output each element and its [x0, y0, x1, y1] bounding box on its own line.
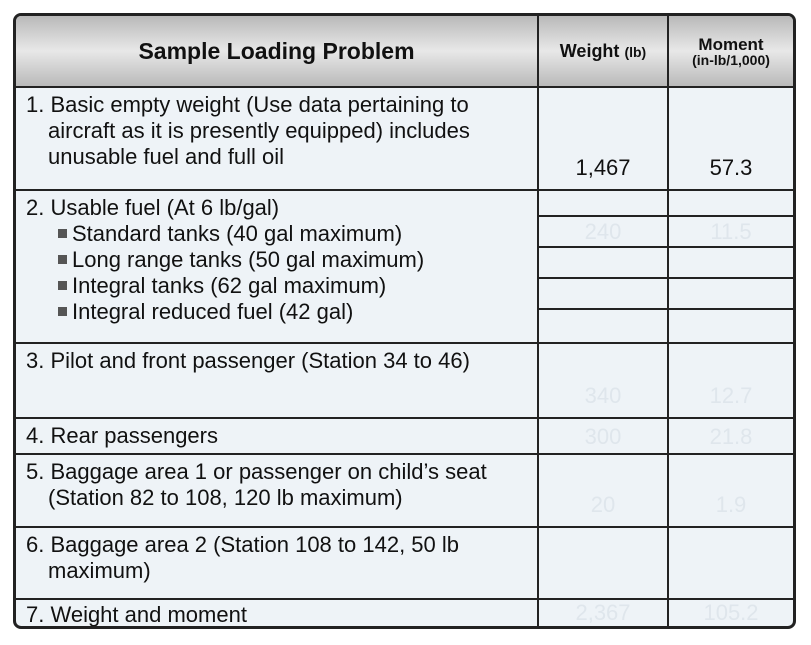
row-item-label: 7. Weight and moment — [26, 601, 247, 627]
header-row — [16, 16, 793, 87]
row-weight-value: 340 — [538, 343, 668, 418]
row-weight-value: 1,467 — [538, 87, 668, 190]
fuel-weight-value: 240 — [539, 217, 667, 248]
fuel-weight-value — [539, 310, 667, 342]
row-item-label: 1. Basic empty weight (Use data pertaining to aircraft as it is presently equipped) includes unusable fuel and full oil — [26, 92, 470, 169]
row-item-label: 2. Usable fuel (At 6 lb/gal) — [26, 195, 280, 220]
table-row — [16, 190, 793, 343]
table-title: Sample Loading Problem — [16, 16, 538, 87]
fuel-weight-cells — [538, 190, 668, 343]
table-row — [16, 454, 793, 527]
table-row — [16, 418, 793, 454]
loading-problem-table — [13, 13, 796, 629]
weight-label: Weight — [559, 40, 620, 61]
row-moment-value: 57.3 — [668, 87, 793, 190]
square-bullet-icon — [58, 255, 67, 264]
table-row — [16, 527, 793, 599]
square-bullet-icon — [58, 307, 67, 316]
fuel-moment-value — [669, 279, 793, 310]
square-bullet-icon — [58, 281, 67, 290]
moment-unit: (in-lb/1,000) — [692, 51, 770, 68]
fuel-moment-value — [669, 248, 793, 279]
row-moment-value — [668, 527, 793, 599]
row-item-label: 5. Baggage area 1 or passenger on child’s seat (Station 82 to 108, 120 lb maximum) — [26, 459, 487, 510]
row-moment-value: 1.9 — [668, 454, 793, 527]
table-row — [16, 599, 793, 629]
fuel-subitem: Standard tanks (40 gal maximum) — [26, 221, 531, 247]
square-bullet-icon — [58, 229, 67, 238]
moment-column-header — [668, 16, 793, 87]
row-weight-value: 2,367 — [538, 599, 668, 629]
fuel-moment-value: 11.5 — [669, 217, 793, 248]
row-weight-value — [538, 527, 668, 599]
row-moment-value: 12.7 — [668, 343, 793, 418]
row-item-label: 6. Baggage area 2 (Station 108 to 142, 50 lb maximum) — [26, 532, 459, 583]
weight-unit: (lb) — [624, 43, 647, 60]
fuel-weight-value — [539, 248, 667, 279]
fuel-subitem: Long range tanks (50 gal maximum) — [26, 247, 531, 273]
moment-label: Moment — [698, 34, 764, 54]
row-item-label: 3. Pilot and front passenger (Station 34 to 46) — [26, 348, 470, 373]
fuel-moment-cells — [668, 190, 793, 343]
fuel-subitem: Integral reduced fuel (42 gal) — [26, 299, 531, 325]
row-weight-value: 300 — [538, 418, 668, 454]
row-item-label: 4. Rear passengers — [26, 423, 218, 448]
fuel-weight-value — [539, 279, 667, 310]
row-weight-value: 20 — [538, 454, 668, 527]
fuel-subitem: Integral tanks (62 gal maximum) — [26, 273, 531, 299]
table-row — [16, 87, 793, 190]
fuel-moment-value — [669, 310, 793, 342]
row-moment-value: 105.2 — [668, 599, 793, 629]
table-row — [16, 343, 793, 418]
row-moment-value: 21.8 — [668, 418, 793, 454]
weight-column-header — [538, 16, 668, 87]
